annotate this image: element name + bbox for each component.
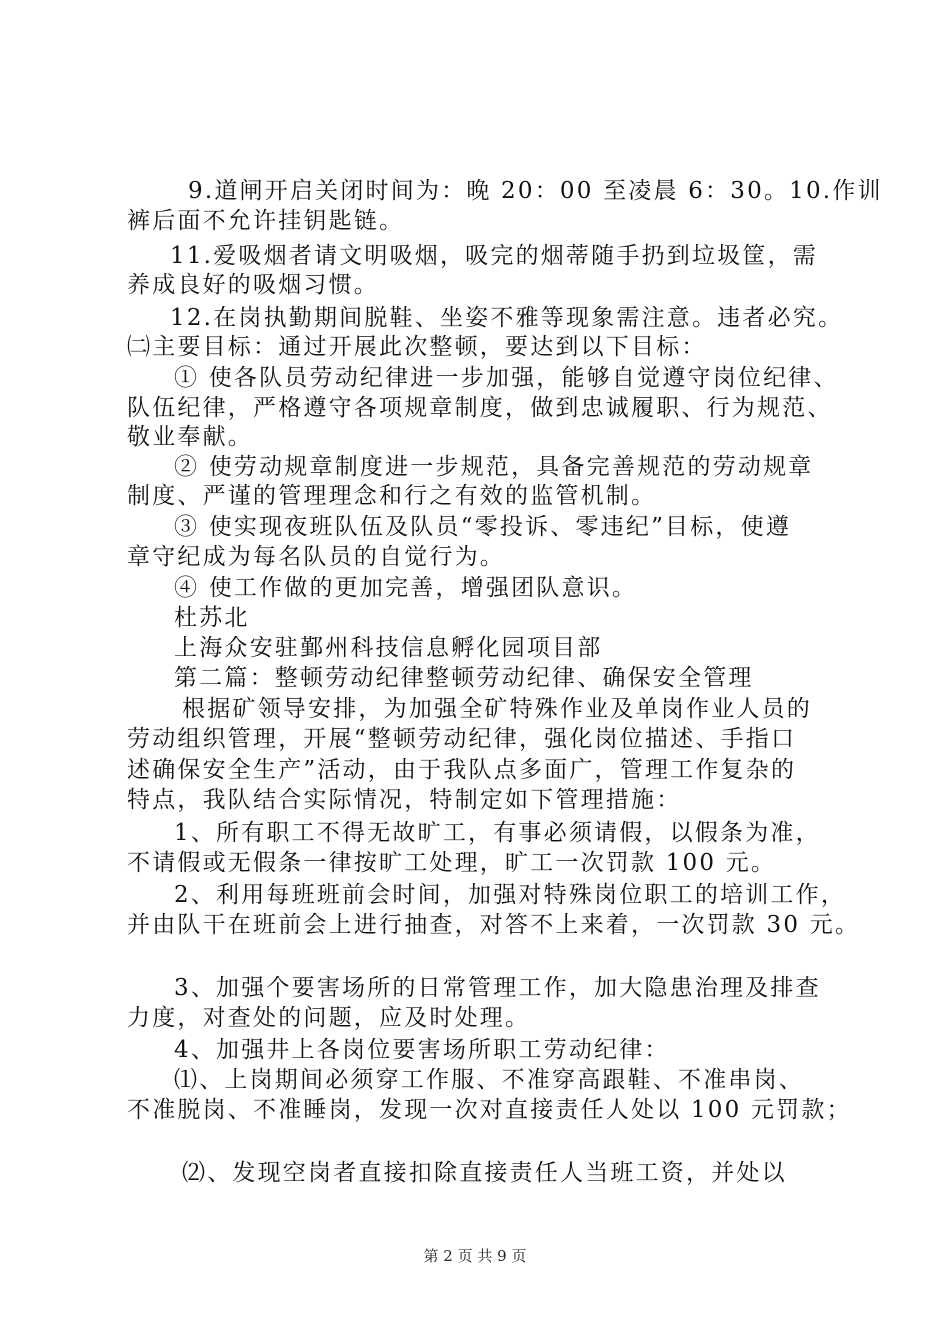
text-line: 述确保安全生产”活动，由于我队点多面广，管理工作复杂的 bbox=[127, 757, 797, 783]
text-line: 11.爱吸烟者请文明吸烟，吸完的烟蒂随手扔到垃圾筐，需 bbox=[170, 243, 818, 269]
text-line: 1、所有职工不得无故旷工，有事必须请假，以假条为准， bbox=[174, 820, 821, 846]
signature-name: 杜苏北 bbox=[174, 605, 250, 631]
text-line: ④ 使工作做的更加完善，增强团队意识。 bbox=[174, 575, 638, 601]
text-line: 并由队干在班前会上进行抽查，对答不上来着，一次罚款 30 元。 bbox=[127, 912, 861, 938]
text-line: 不请假或无假条一律按旷工处理，旷工一次罚款 100 元。 bbox=[127, 850, 777, 876]
text-line: ② 使劳动规章制度进一步规范，具备完善规范的劳动规章 bbox=[174, 454, 814, 480]
text-line: 劳动组织管理，开展“整顿劳动纪律，强化岗位描述、手指口 bbox=[127, 726, 797, 752]
text-line: 力度，对查处的问题，应及时处理。 bbox=[127, 1005, 531, 1031]
text-line: ③ 使实现夜班队伍及队员“零投诉、零违纪”目标，使遵 bbox=[174, 514, 792, 540]
text-line: ⑴、上岗期间必须穿工作服、不准穿高跟鞋、不准串岗、 bbox=[174, 1067, 804, 1093]
text-line: ① 使各队员劳动纪律进一步加强，能够自觉遵守岗位纪律、 bbox=[174, 365, 839, 391]
text-line: 敬业奉献。 bbox=[127, 424, 253, 450]
text-line: ⑵、发现空岗者直接扣除直接责任人当班工资，并处以 bbox=[182, 1160, 787, 1186]
text-line: 队伍纪律，严格遵守各项规章制度，做到忠诚履职、行为规范、 bbox=[127, 395, 833, 421]
text-line: 裤后面不允许挂钥匙链。 bbox=[127, 208, 405, 234]
text-line: 3、加强个要害场所的日常管理工作，加大隐患治理及排查 bbox=[174, 975, 821, 1001]
text-line: 制度、严谨的管理理念和行之有效的监管机制。 bbox=[127, 483, 657, 509]
text-line: 9.道闸开启关闭时间为：晚 20：00 至凌晨 6：30。10.作训 bbox=[188, 178, 883, 204]
page-number-footer: 第 2 页 共 9 页 bbox=[423, 1247, 527, 1265]
text-line: 12.在岗执勤期间脱鞋、坐姿不雅等现象需注意。违者必究。 bbox=[170, 305, 844, 331]
text-line: 不准脱岗、不准睡岗，发现一次对直接责任人处以 100 元罚款； bbox=[127, 1097, 852, 1123]
text-line: 章守纪成为每名队员的自觉行为。 bbox=[127, 544, 505, 570]
text-line: 2、利用每班班前会时间，加强对特殊岗位职工的培训工作， bbox=[174, 882, 847, 908]
signature-organization: 上海众安驻鄞州科技信息孵化园项目部 bbox=[174, 635, 603, 661]
text-line: ㈡主要目标：通过开展此次整顿，要达到以下目标： bbox=[127, 334, 707, 360]
text-line: 4、加强井上各岗位要害场所职工劳动纪律： bbox=[174, 1037, 670, 1063]
text-line: 根据矿领导安排，为加强全矿特殊作业及单岗作业人员的 bbox=[182, 696, 812, 722]
text-line: 特点，我队结合实际情况，特制定如下管理措施： bbox=[127, 787, 682, 813]
text-line: 养成良好的吸烟习惯。 bbox=[127, 272, 379, 298]
section-heading: 第二篇：整顿劳动纪律整顿劳动纪律、确保安全管理 bbox=[174, 665, 754, 691]
